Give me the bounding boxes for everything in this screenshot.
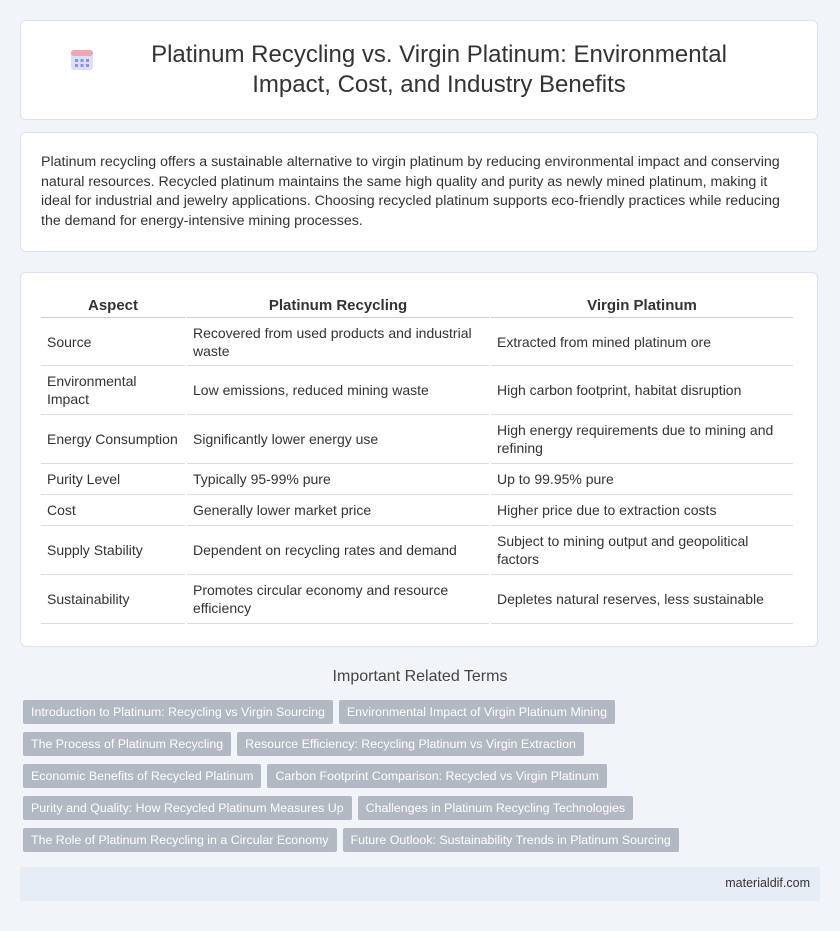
comparison-card (20, 272, 818, 647)
table-cell: Environmental Impact (41, 366, 185, 415)
table-row (41, 464, 793, 495)
table-cell: Higher price due to extraction costs (491, 495, 793, 526)
table-cell: Cost (41, 495, 185, 526)
table-row (41, 366, 793, 415)
intro-text: Platinum recycling offers a sustainable alternative to virgin platinum by reducing environmental impact and conserving natural resources. Recycled platinum maintains the same high quality and purity as newly mined platinum, making it ideal for industrial and jewelry applications. Choosing recycled platinum supports eco-friendly practices while reducing the demand for energy-intensive mining processes. (41, 154, 780, 229)
related-term-tag[interactable]: Carbon Footprint Comparison: Recycled vs Virgin Platinum (267, 764, 606, 788)
table-cell: Typically 95-99% pure (187, 464, 489, 495)
table-cell: Low emissions, reduced mining waste (187, 366, 489, 415)
table-row (41, 318, 793, 366)
table-cell: Supply Stability (41, 526, 185, 575)
related-term-tag[interactable]: Resource Efficiency: Recycling Platinum vs Virgin Extraction (237, 732, 584, 756)
table-row (41, 526, 793, 575)
table-cell: Recovered from used products and industrial waste (187, 318, 489, 366)
comparison-table (39, 291, 795, 624)
table-cell: Energy Consumption (41, 415, 185, 464)
header-card (20, 20, 818, 120)
intro-card (20, 132, 818, 252)
related-term-tag[interactable]: The Process of Platinum Recycling (23, 732, 231, 756)
table-row (41, 495, 793, 526)
table-cell: Subject to mining output and geopolitical factors (491, 526, 793, 575)
table-cell: Source (41, 318, 185, 366)
table-row (41, 575, 793, 624)
related-term-tag[interactable]: Purity and Quality: How Recycled Platinum Measures Up (23, 796, 352, 820)
table-cell: Dependent on recycling rates and demand (187, 526, 489, 575)
column-header-aspect: Aspect (41, 291, 185, 318)
table-cell: High carbon footprint, habitat disruption (491, 366, 793, 415)
footer-site-link[interactable]: materialdif.com (725, 876, 810, 890)
table-cell: Up to 99.95% pure (491, 464, 793, 495)
table-cell: Generally lower market price (187, 495, 489, 526)
table-cell: Extracted from mined platinum ore (491, 318, 793, 366)
related-term-tag[interactable]: Economic Benefits of Recycled Platinum (23, 764, 261, 788)
related-term-tag[interactable]: Challenges in Platinum Recycling Technologies (358, 796, 633, 820)
column-header-recycling: Platinum Recycling (187, 291, 489, 318)
related-term-tag[interactable]: Environmental Impact of Virgin Platinum Mining (339, 700, 615, 724)
table-cell: Significantly lower energy use (187, 415, 489, 464)
footer (20, 867, 820, 901)
related-term-tag[interactable]: Future Outlook: Sustainability Trends in Platinum Sourcing (343, 828, 679, 852)
related-terms-title: Important Related Terms (332, 668, 508, 685)
table-header-row (41, 291, 793, 318)
table-cell: Sustainability (41, 575, 185, 624)
table-cell: Purity Level (41, 464, 185, 495)
table-cell: Promotes circular economy and resource efficiency (187, 575, 489, 624)
related-term-tag[interactable]: The Role of Platinum Recycling in a Circular Economy (23, 828, 337, 852)
table-cell: High energy requirements due to mining and refining (491, 415, 793, 464)
column-header-virgin: Virgin Platinum (491, 291, 793, 318)
calendar-icon (69, 46, 95, 72)
table-cell: Depletes natural reserves, less sustainable (491, 575, 793, 624)
table-row (41, 415, 793, 464)
page-title: Platinum Recycling vs. Virgin Platinum: Environmental Impact, Cost, and Industry Benefits (151, 41, 727, 98)
related-term-tag[interactable]: Introduction to Platinum: Recycling vs Virgin Sourcing (23, 700, 333, 724)
related-terms-section (0, 668, 840, 698)
related-terms-list (23, 700, 823, 852)
